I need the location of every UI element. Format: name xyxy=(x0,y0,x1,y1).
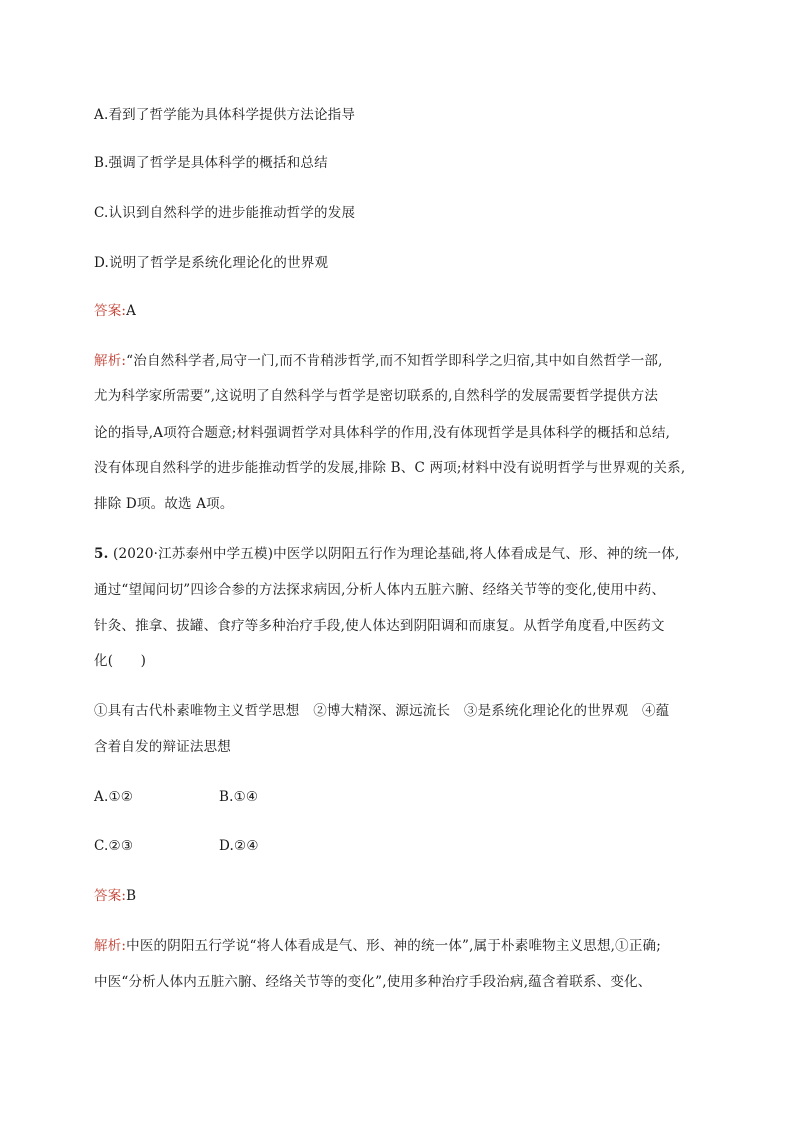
q5-options-row-2 xyxy=(94,836,259,856)
q5-option-d: D.②④ xyxy=(219,838,259,854)
q5-number: 5. xyxy=(94,546,109,562)
answer-value: A xyxy=(126,303,137,319)
answer-label: 答案: xyxy=(94,888,127,904)
q5-stem-line-3: 针灸、推拿、拔罐、食疗等多种治疗手段,使人体达到阴阳调和而康复。从哲学角度看,中医药文 xyxy=(94,618,665,634)
q5-statements-line-2: 含着自发的辩证法思想 xyxy=(94,739,231,755)
q4-option-b: B.强调了哲学是具体科学的概括和总结 xyxy=(94,155,328,171)
q4-option-a: A.看到了哲学能为具体科学提供方法论指导 xyxy=(94,107,356,123)
q4-option-d: D.说明了哲学是系统化理论化的世界观 xyxy=(94,255,329,271)
q5-stem-line-2: 通过“望闻问切”四诊合参的方法探求病因,分析人体内五脏六腑、经络关节等的变化,使用中药、 xyxy=(94,582,666,598)
q4-analysis-line-1: 解析:“治自然科学者,局守一门,而不肯稍涉哲学,而不知哲学即科学之归宿,其中如自然哲学一部, xyxy=(94,353,663,369)
q5-option-b: B.①④ xyxy=(219,789,259,805)
answer-label: 答案: xyxy=(94,303,127,319)
q4-option-c: C.认识到自然科学的进步能推动哲学的发展 xyxy=(94,205,356,221)
q5-stem-line-1: 5. (2020·江苏泰州中学五模)中医学以阴阳五行作为理论基础,将人体看成是气、形、神的统一体, xyxy=(94,546,680,562)
q5-answer xyxy=(94,886,136,906)
q5-analysis-line-1: 解析:中医的阴阳五行学说“将人体看成是气、形、神的统一体”,属于朴素唯物主义思想,①正确; xyxy=(94,938,661,954)
analysis-label: 解析: xyxy=(94,938,127,954)
analysis-label: 解析: xyxy=(94,353,127,369)
q5-stem-line-4: 化( ) xyxy=(94,653,147,669)
q4-analysis-line-4: 没有体现自然科学的进步能推动哲学的发展,排除 B、C 两项;材料中没有说明哲学与世界观的关系, xyxy=(94,460,686,476)
q5-option-c: C.②③ xyxy=(94,838,134,854)
q5-option-a: A.①② xyxy=(94,789,134,805)
q4-analysis-line-2: 尤为科学家所需要”,这说明了自然科学与哲学是密切联系的,自然科学的发展需要哲学提供方法 xyxy=(94,388,659,404)
q5-options-row-1 xyxy=(94,787,259,807)
answer-value: B xyxy=(126,888,137,904)
q5-statements-line-1: ①具有古代朴素唯物主义哲学思想 ②博大精深、源远流长 ③是系统化理论化的世界观 ④蕴 xyxy=(94,703,670,719)
q4-analysis-line-3: 论的指导,A项符合题意;材料强调哲学对具体科学的作用,没有体现哲学是具体科学的概括和总结, xyxy=(94,425,671,441)
q5-analysis-line-2: 中医“分析人体内五脏六腑、经络关节等的变化”,使用多种治疗手段治病,蕴含着联系、变化、 xyxy=(94,974,652,990)
q4-analysis-line-5: 排除 D项。故选 A项。 xyxy=(94,496,234,512)
q4-answer xyxy=(94,301,136,321)
